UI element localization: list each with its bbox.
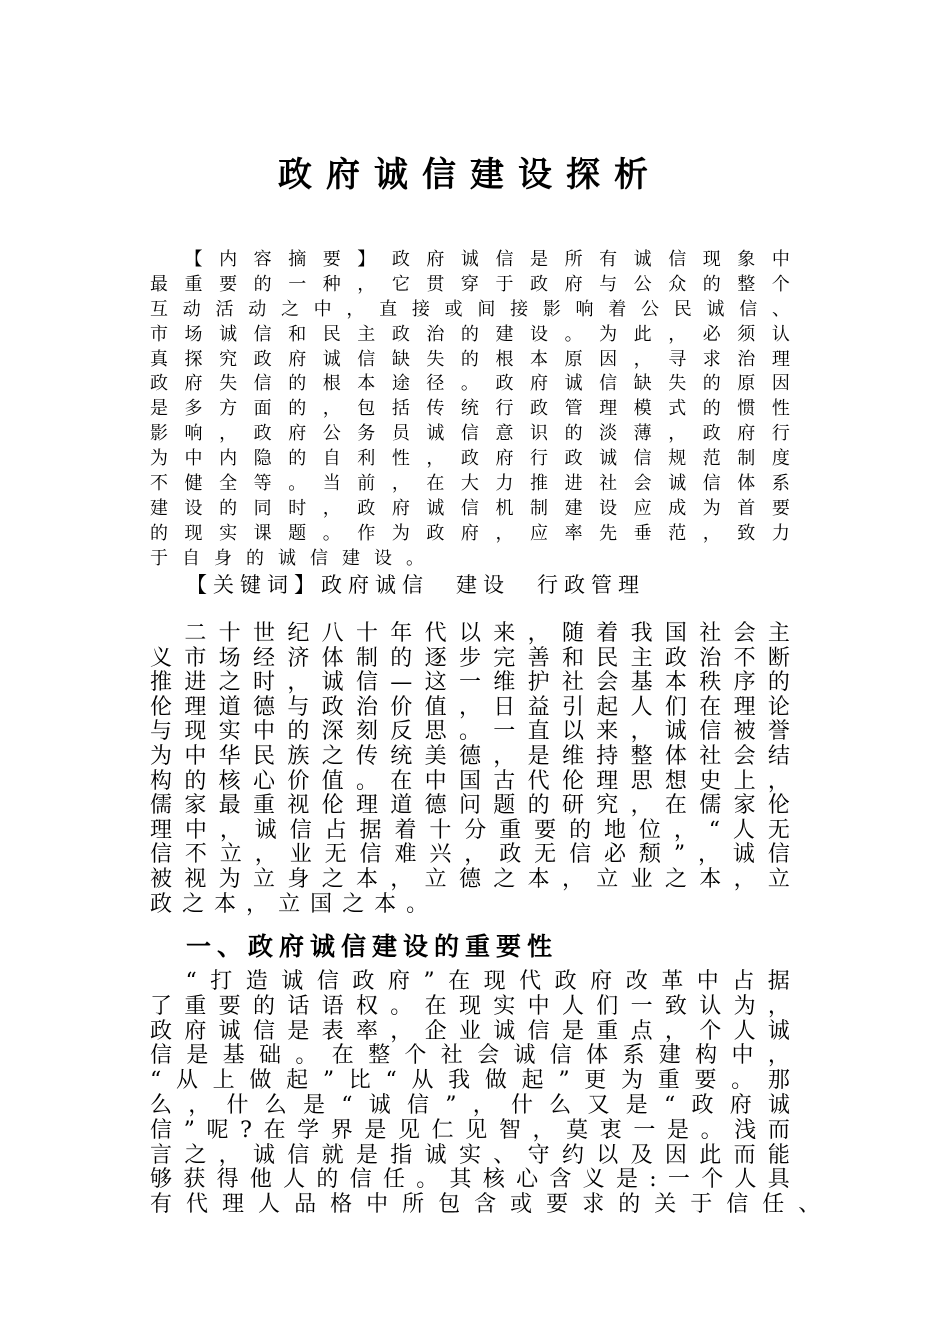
- text-line: 言 之 ， 诚 信 就 是 指 诚 实 、 守 约 以 及 因 此 而 能: [150, 1142, 790, 1168]
- text-line: 政 府 失 信 的 根 本 途 径 。 政 府 诚 信 缺 失 的 原 因: [150, 373, 790, 395]
- text-line: 二 十 世 纪 八 十 年 代 以 来 ， 随 着 我 国 社 会 主: [184, 621, 790, 646]
- text-line: “ 从 上 做 起 ” 比 “ 从 我 做 起 ” 更 为 重 要 。 那: [150, 1068, 790, 1094]
- text-line: 最 重 要 的 一 种 ， 它 贯 穿 于 政 府 与 公 众 的 整 个: [150, 273, 790, 295]
- text-line: 推 进 之 时 ， 诚 信 — 这 一 维 护 社 会 基 本 秩 序 的: [150, 670, 790, 696]
- text-line: 政 府 诚 信 是 表 率 ， 企 业 诚 信 是 重 点 ， 个 人 诚: [150, 1018, 790, 1044]
- text-line: 了 重 要 的 话 语 权 。 在 现 实 中 人 们 一 致 认 为 ，: [150, 993, 790, 1019]
- text-line: 为 中 内 隐 的 自 利 性 ， 政 府 行 政 诚 信 规 范 制 度: [150, 448, 790, 470]
- text-line: 信 是 基 础 。 在 整 个 社 会 诚 信 体 系 建 构 中 ，: [150, 1043, 790, 1069]
- text-line: 信 ” 呢 ? 在 学 界 是 见 仁 见 智 ， 莫 衷 一 是 。 浅 而: [150, 1117, 790, 1143]
- keywords-line: 【关键词】政府诚信 建设 行政管理: [186, 573, 645, 597]
- text-line: 建 设 的 同 时 ， 政 府 诚 信 机 制 建 设 应 成 为 首 要: [150, 497, 790, 519]
- section-body: [150, 969, 821, 1218]
- text-line: 伦 理 道 德 与 政 治 价 值 ， 日 益 引 起 人 们 在 理 论: [150, 694, 790, 720]
- text-line: 的 现 实 课 题 。 作 为 政 府 ， 应 率 先 垂 范 ， 致 力: [150, 522, 790, 544]
- text-line: 【 内 容 摘 要 】 政 府 诚 信 是 所 有 诚 信 现 象 中: [184, 249, 790, 270]
- text-line: 信 不 立 ， 业 无 信 难 兴 ， 政 无 信 必 颓 ” ， 诚 信: [150, 842, 790, 868]
- text-line: 不 健 全 等 。 当 前 ， 在 大 力 推 进 社 会 诚 信 体 系: [150, 473, 790, 495]
- text-line: “ 打 造 诚 信 政 府 ” 在 现 代 政 府 改 革 中 占 据: [185, 969, 790, 994]
- document-title: 政府诚信建设探析: [278, 155, 662, 195]
- text-line: 是 多 方 面 的 ， 包 括 传 统 行 政 管 理 模 式 的 惯 性: [150, 398, 790, 420]
- text-line: 理 中 ， 诚 信 占 据 着 十 分 重 要 的 地 位 ， “ 人 无: [150, 817, 790, 843]
- text-line: 于 自 身 的 诚 信 建 设 。: [150, 547, 424, 569]
- text-line: 与 现 实 中 的 深 刻 反 思 。 一 直 以 来 ， 诚 信 被 誉: [150, 719, 790, 745]
- text-line: 真 探 究 政 府 诚 信 缺 失 的 根 本 原 因 ， 寻 求 治 理: [150, 348, 790, 370]
- intro-block: [150, 622, 790, 917]
- text-line: 么 ， 什 么 是 “ 诚 信 ” ， 什 么 又 是 “ 政 府 诚: [150, 1092, 790, 1118]
- text-line: 儒 家 最 重 视 伦 理 道 德 问 题 的 研 究 ， 在 儒 家 伦: [150, 793, 790, 819]
- text-line: 政 之 本 ， 立 国 之 本 。: [150, 891, 429, 917]
- abstract-block: [150, 248, 790, 572]
- text-line: 有 代 理 人 品 格 中 所 包 含 或 要 求 的 关 于 信 任 、: [150, 1192, 821, 1218]
- section-heading: 一、政府诚信建设的重要性: [186, 932, 559, 961]
- text-line: 互 动 活 动 之 中 ， 直 接 或 间 接 影 响 着 公 民 诚 信 、: [150, 298, 790, 320]
- text-line: 为 中 华 民 族 之 传 统 美 德 ， 是 维 持 整 体 社 会 结: [150, 743, 790, 769]
- text-line: 市 场 诚 信 和 民 主 政 治 的 建 设 。 为 此 ， 必 须 认: [150, 323, 790, 345]
- text-line: 义 市 场 经 济 体 制 的 逐 步 完 善 和 民 主 政 治 不 断: [150, 645, 790, 671]
- text-line: 够 获 得 他 人 的 信 任 。 其 核 心 含 义 是 : 一 个 人 具: [150, 1167, 790, 1193]
- text-line: 影 响 ， 政 府 公 务 员 诚 信 意 识 的 淡 薄 ， 政 府 行: [150, 423, 790, 445]
- text-line: 构 的 核 心 价 值 。 在 中 国 古 代 伦 理 思 想 史 上 ，: [150, 768, 790, 794]
- text-line: 被 视 为 立 身 之 本 ， 立 德 之 本 ， 立 业 之 本 ， 立: [150, 866, 790, 892]
